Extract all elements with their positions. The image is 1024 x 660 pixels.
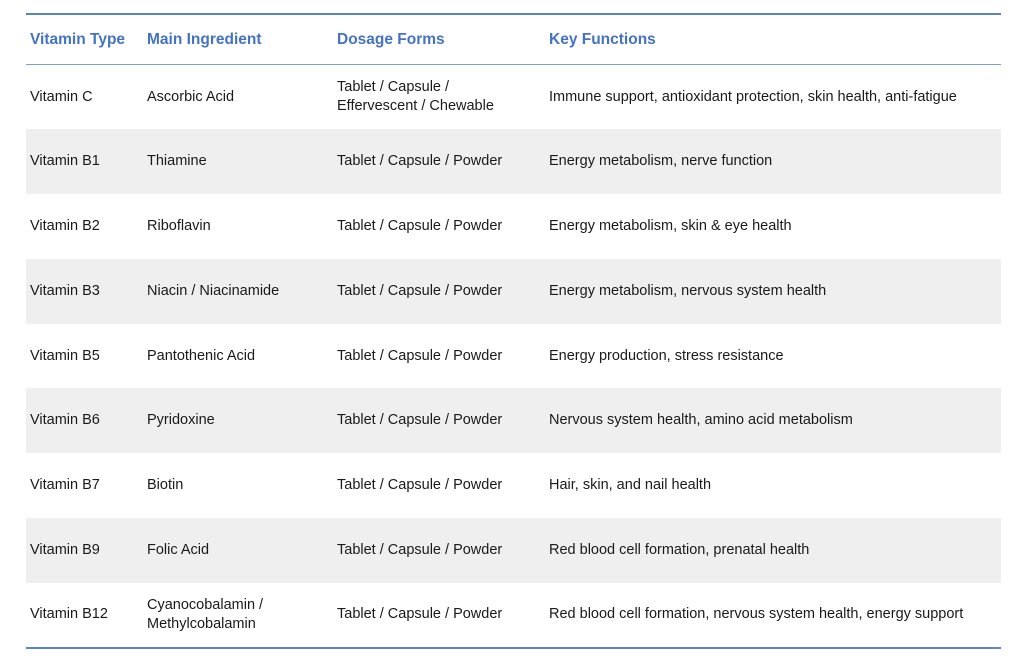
vitamin-table [26, 13, 1001, 649]
table-row [26, 453, 1001, 518]
cell-main-ingredient: Folic Acid [147, 541, 210, 558]
cell-key-functions: Hair, skin, and nail health [549, 477, 712, 494]
table-row [26, 324, 1001, 389]
cell-vitamin-type: Vitamin B5 [30, 347, 100, 364]
cell-key-functions: Energy metabolism, skin & eye health [549, 217, 792, 234]
cell-main-ingredient: Thiamine [147, 153, 207, 170]
cell-dosage-forms: Tablet / Capsule / Powder [337, 412, 503, 429]
cell-main-ingredient: Ascorbic Acid [147, 88, 235, 105]
cell-vitamin-type: Vitamin B6 [30, 412, 100, 429]
cell-key-functions: Energy production, stress resistance [549, 347, 784, 364]
cell-dosage-forms: Tablet / Capsule / Powder [337, 606, 503, 623]
cell-key-functions: Energy metabolism, nerve function [549, 153, 773, 170]
table-row [26, 518, 1001, 583]
cell-vitamin-type: Vitamin B12 [30, 606, 108, 623]
header-vitamin-type: Vitamin Type [30, 30, 126, 48]
cell-dosage-forms: Tablet / Capsule / Powder [337, 477, 503, 494]
cell-main-ingredient: Riboflavin [147, 217, 211, 234]
cell-dosage-forms: Tablet / Capsule / Powder [337, 217, 503, 234]
cell-vitamin-type: Vitamin B3 [30, 282, 100, 299]
table-row [26, 583, 1001, 648]
table-header [26, 14, 1001, 65]
table-row [26, 129, 1001, 194]
cell-main-ingredient: Niacin / Niacinamide [147, 282, 280, 299]
cell-dosage-forms: Tablet / Capsule / Powder [337, 282, 503, 299]
cell-main-ingredient: Biotin [147, 477, 184, 494]
cell-main-ingredient: Pantothenic Acid [147, 347, 256, 364]
cell-dosage-forms: Tablet / Capsule / Powder [337, 153, 503, 170]
cell-dosage-forms: Tablet / Capsule / Powder [337, 347, 503, 364]
cell-vitamin-type: Vitamin B9 [30, 541, 100, 558]
table-body [26, 65, 1001, 648]
header-main-ingredient: Main Ingredient [147, 30, 262, 48]
cell-dosage-forms: Tablet / Capsule / Effervescent / Chewable [337, 79, 494, 115]
cell-key-functions: Immune support, antioxidant protection, skin health, anti-fatigue [549, 88, 957, 105]
header-key-functions: Key Functions [549, 30, 656, 48]
table-row [26, 259, 1001, 324]
cell-vitamin-type: Vitamin B1 [30, 153, 100, 170]
cell-vitamin-type: Vitamin C [30, 88, 93, 105]
vitamin-table-container [26, 13, 1001, 649]
header-dosage-forms: Dosage Forms [337, 30, 445, 48]
table-row [26, 194, 1001, 259]
header-row [26, 14, 1001, 65]
cell-main-ingredient: Pyridoxine [147, 412, 215, 429]
cell-key-functions: Nervous system health, amino acid metabolism [549, 412, 853, 429]
cell-vitamin-type: Vitamin B7 [30, 477, 100, 494]
cell-main-ingredient: Cyanocobalamin / Methylcobalamin [147, 596, 264, 632]
cell-dosage-forms: Tablet / Capsule / Powder [337, 541, 503, 558]
table-row [26, 65, 1001, 130]
cell-key-functions: Red blood cell formation, prenatal health [549, 541, 810, 558]
cell-key-functions: Red blood cell formation, nervous system health, energy support [549, 606, 964, 623]
table-row [26, 388, 1001, 453]
cell-key-functions: Energy metabolism, nervous system health [549, 282, 827, 299]
cell-vitamin-type: Vitamin B2 [30, 217, 100, 234]
